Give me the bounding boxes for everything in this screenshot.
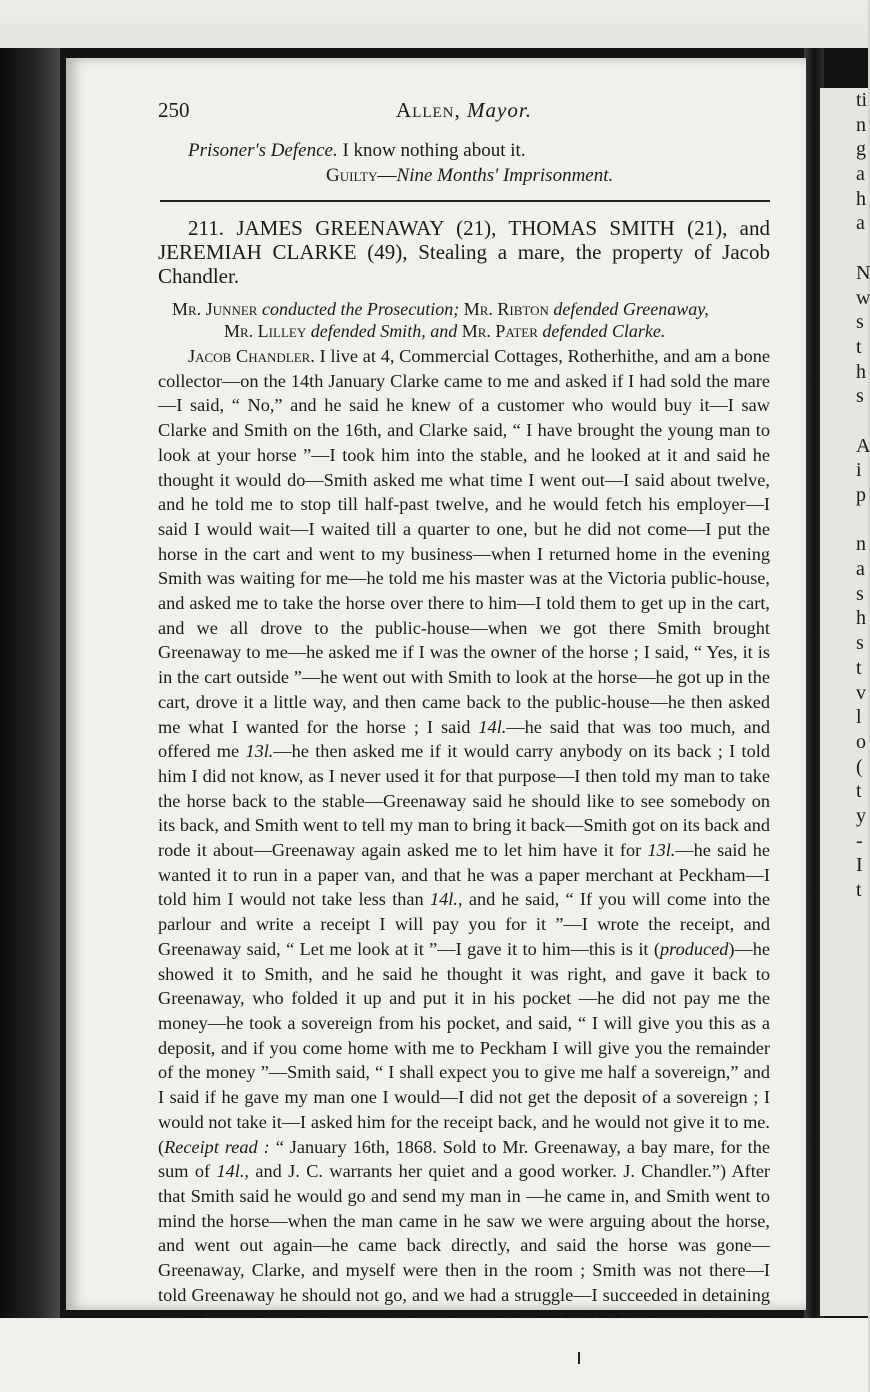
- facing-page-line: t: [856, 656, 862, 679]
- facing-page-line: i: [856, 459, 862, 482]
- price-amount: 14l.: [478, 716, 507, 737]
- facing-page-line: [820, 977, 868, 1002]
- testimony-text-c: —he then asked me if it would carry anybody on its back ; I told him I did not know, as I never used it for that purpose—I then told my man to take the horse back to the stable—Greenaway said he should like to see somebody on its back, and Smith went to tell my man to bring it back—Smith got on its back and rode it about—Greenaway again asked me to let him have it for: [158, 741, 771, 861]
- facing-page-line: [820, 508, 868, 533]
- facing-page-line: n: [856, 533, 866, 556]
- facing-page-line: [820, 1001, 868, 1026]
- facing-page-line: s: [856, 311, 864, 334]
- facing-page-line: [820, 952, 868, 977]
- counsel-name: Mr. Pater: [461, 321, 538, 341]
- facing-page-line: [820, 409, 868, 434]
- facing-page-line: t: [856, 879, 862, 901]
- facing-page-line: a: [856, 212, 865, 235]
- counsel-line-2: [172, 320, 770, 342]
- facing-page-line: h: [856, 360, 866, 383]
- price-amount: 13l.: [245, 741, 274, 762]
- facing-page-line: [820, 1125, 868, 1150]
- facing-page-line: [820, 1076, 868, 1101]
- witness-name: Jacob Chandler.: [188, 346, 315, 366]
- facing-page-line: [820, 1273, 868, 1298]
- facing-page-line: y: [856, 804, 866, 827]
- facing-page-line: (: [856, 755, 863, 778]
- facing-page-line: [820, 1199, 868, 1224]
- counsel-role: conducted the Prosecution;: [261, 299, 460, 319]
- scan-mark: [578, 1352, 580, 1364]
- prisoner-defence-line: [158, 138, 770, 163]
- page-content: [158, 98, 770, 1332]
- page-number: 250: [158, 98, 190, 122]
- defence-text: I know nothing about it.: [342, 140, 526, 161]
- facing-page-line: n: [856, 113, 866, 136]
- section-rule: [160, 200, 770, 202]
- scan-background-bottom: [0, 1318, 868, 1392]
- testimony-text-b: —he said that was too much, and offered me: [158, 716, 770, 762]
- facing-page-line: [820, 1248, 868, 1273]
- facing-page-line: s: [856, 385, 864, 408]
- facing-page-line: w: [856, 286, 870, 309]
- facing-page-line: [820, 1174, 868, 1199]
- case-heading: 211. JAMES GREENAWAY (21), THOMAS SMITH (21), and JEREMIAH CLARKE (49), Stealing a mare, the property of Jacob Chandler.: [158, 216, 770, 288]
- testimony-text-g: After that Smith said he would go and send my man in —he came in, and Smith went to mind the horse—when the man came in he saw we were arguing about the horse, and went out again—he came back directly, and said the horse was gone—Greenaway, Clarke, and myself were then in the room ; Smith was not there—I told Greenaway he should not go, and we had a struggle—I succeeded in detaining: [158, 1161, 771, 1305]
- facing-page-line: p: [856, 484, 866, 506]
- facing-page-line: [820, 1051, 868, 1076]
- facing-page-line: l: [856, 706, 862, 729]
- receipt-read-label: Receipt read :: [164, 1136, 270, 1157]
- page-header: [158, 98, 770, 138]
- counsel-block: [158, 298, 770, 342]
- facing-page-line: v: [856, 681, 866, 704]
- facing-page-line: s: [856, 582, 864, 605]
- testimony-text-d: —he said he wanted it to run in a paper van, and that he was a paper merchant at Peckham—I told him I would not take less than: [158, 840, 770, 910]
- facing-page-line: I: [856, 854, 863, 877]
- running-head-title: Mayor.: [467, 98, 532, 122]
- facing-page-line: h: [856, 607, 866, 630]
- facing-page-line: [820, 927, 868, 952]
- receipt-text-a: “ January 16th, 1868. Sold to Mr. Greenaway, a bay mare, for the sum of: [158, 1136, 770, 1182]
- running-head-name: Allen,: [396, 98, 461, 122]
- receipt-price: 14l.,: [216, 1161, 249, 1182]
- verdict-sentence: Nine Months' Imprisonment.: [396, 165, 614, 186]
- testimony-text-e: and he said, “ If you will come into the parlour and write a receipt I will pay you for it ”—I wrote the receipt, and Greenaway said, “ Let me look at it ”—I gave it to him—this is it (: [158, 889, 770, 959]
- facing-page-line: [820, 1026, 868, 1051]
- verdict-label: Guilty—: [326, 165, 397, 186]
- facing-page-line: h: [856, 187, 866, 210]
- facing-page-line: a: [856, 558, 865, 581]
- book-page: [66, 58, 806, 1310]
- produced-note: produced: [660, 938, 729, 959]
- verdict-line: [158, 163, 770, 188]
- facing-page-line: g: [856, 138, 866, 161]
- facing-page-line: ti: [856, 89, 868, 111]
- facing-page-line: [820, 236, 868, 261]
- facing-page-line: s: [856, 632, 864, 655]
- counsel-role: defended Smith, and: [310, 321, 458, 341]
- facing-page-line: [820, 903, 868, 928]
- facing-page-line: [820, 1150, 868, 1175]
- counsel-role: defended Clarke.: [542, 321, 666, 341]
- facing-page-line: t: [856, 335, 862, 358]
- counsel-name: Mr. Lilley: [224, 321, 307, 341]
- counsel-name: Mr. Ribton: [463, 299, 549, 319]
- testimony-text-f: )—he showed it to Smith, and he said he thought it was right, and gave it back to Greenaway, who folded it up and put it in his pocket —he did not pay me the money—he took a sovereign from his pocket, and said, “ I will give you this as a deposit, and if you come home with me to Peckham I will give you the remainder of the money ”—Smith said, “ I shall expect you to give me half a sovereign,” and I said if he gave my man one I would—I did not get the deposit of a sovereign ; I would not take it—I asked him for the receipt back, and he would not give it to me. (: [158, 938, 770, 1157]
- facing-page-line: -: [856, 829, 863, 852]
- price-amount: 13l.: [647, 840, 676, 861]
- testimony-text-a: I live at 4, Commercial Cottages, Rotherhithe, and am a bone collector—on the 14th January Clarke came to me and asked if I had sold the mare—I said, “ No,” and he said he knew of a customer who would buy it—I saw Clarke and Smith on the 16th, and Clarke said, “ I have brought the young man to look at your horse ”—I took him into the stable, and he looked at it and said he thought it would do—Smith asked me what time I went out—I said about twelve, and he told me to stop till half-past twelve, and he would fetch his employer—I said I would wait—I waited till a quarter to one, but he did not come—I put the horse in the cart and went to my business—when I returned home in the evening Smith was waiting for me—he told me his master was at the Victoria public-house, and asked me to take the horse over there to him—I told them to get up in the cart, and we all drove to the public-house—when we got there Smith brought Greenaway to me—he asked me if I was the owner of the horse ; I said, “ Yes, it is in the cart outside ”—he went out with Smith to look at the horse—he got up in the cart, drove it a little way, and then came back to the public-house—he then asked me what I wanted for the horse ; I said: [158, 346, 770, 737]
- facing-page-fragment: [820, 88, 868, 1316]
- facing-page-line: o: [856, 730, 866, 753]
- counsel-line-1: [172, 298, 770, 320]
- receipt-text-b: and J. C. warrants her quiet and a good worker. J. Chandler.”): [255, 1161, 727, 1182]
- facing-page-line: [820, 1224, 868, 1249]
- facing-page-line: N: [856, 261, 870, 284]
- counsel-role: defended Greenaway,: [553, 299, 709, 319]
- facing-page-line: A: [856, 434, 870, 457]
- facing-page-line: t: [856, 780, 862, 803]
- counsel-name: Mr. Junner: [172, 299, 258, 319]
- defence-label: Prisoner's Defence.: [188, 140, 338, 161]
- price-amount: 14l.,: [430, 889, 463, 910]
- facing-page-line: a: [856, 163, 865, 186]
- facing-page-line: [820, 1100, 868, 1125]
- testimony-paragraph: [158, 344, 770, 1332]
- book-edge-left: [0, 48, 60, 1348]
- running-head: [158, 98, 770, 123]
